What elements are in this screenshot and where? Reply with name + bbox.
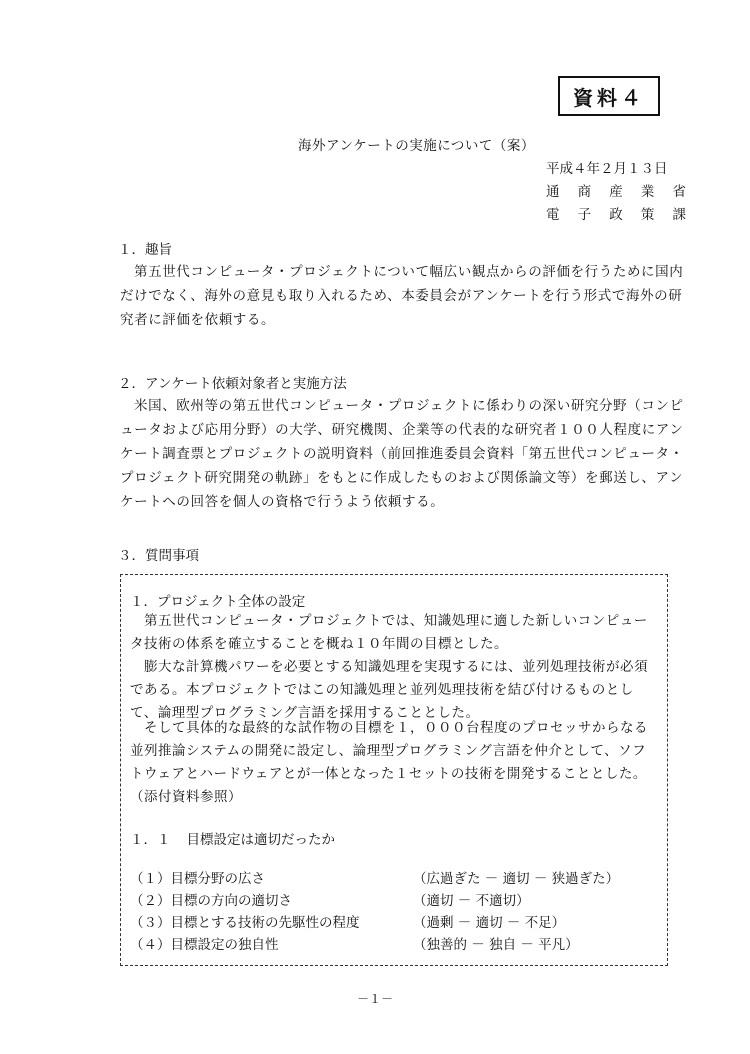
question-options: （適切 － 不適切） [413,893,530,909]
box-subheading: １．１ 目標設定は適切だったか [130,832,335,848]
question-label: （１）目標分野の広さ [130,871,265,887]
ministry-name: 通 商 産 業 省 [546,184,686,200]
issuer-block [546,158,696,227]
question-item [130,868,660,890]
box-paragraph: 膨大な計算機パワーを必要とする知識処理を実現するには、並列処理技術が必須である。本プロジェクトではこの知識処理と並列処理技術を結び付けるものとして、論理型プログラミング言語を採用することとした。 [130,659,648,721]
question-label: （２）目標の方向の適切さ [130,893,292,909]
question-item [130,934,660,956]
box-heading: １．プロジェクト全体の設定 [130,594,306,610]
issue-date: 平成４年２月１３日 [546,161,668,177]
box-paragraph: そして具体的な最終的な試作物の目標を１，０００台程度のプロセッサからなる並列推論システムの開発に設定し、論理型プログラミング言語を仲介として、ソフトウェアとハードウェアとが一体となった１セットの技術を開発することとした。（添付資料参照） [130,720,648,805]
section-body-purpose: 第五世代コンピュータ・プロジェクトについて幅広い観点からの評価を行うために国内だけでなく、海外の意見も取り入れるため、本委員会がアンケートを行う形式で海外の研究者に評価を依頼する。 [120,264,684,328]
question-label: （４）目標設定の独自性 [130,937,279,953]
section-heading-method: ２．アンケート依頼対象者と実施方法 [118,376,347,392]
box-paragraph: 第五世代コンピュータ・プロジェクトでは、知識処理に適した新しいコンピュータ技術の体系を確立することを概ね１０年間の目標とした。 [130,613,648,652]
question-options: （独善的 － 独自 － 平凡） [413,937,579,953]
page-number: －１－ [356,992,393,1006]
document-stamp: 資料４ [558,76,660,116]
question-options: （広過ぎた － 適切 － 狭過ぎた） [413,871,620,887]
section-heading-questions: ３．質問事項 [118,548,199,564]
document-title: 海外アンケートの実施について（案） [298,138,535,154]
section-body-method: 米国、欧州等の第五世代コンピュータ・プロジェクトに係わりの深い研究分野（コンピュータおよび応用分野）の大学、研究機関、企業等の代表的な研究者１００人程度にアンケート調査票とプロジェクトの説明資料（前回推進委員会資料「第五世代コンピュータ・プロジェクト研究開発の軌跡」をもとに作成したものおよび関係論文等）を郵送し、アンケートへの回答を個人の資格で行うよう依頼する。 [120,398,684,510]
question-options: （過剰 － 適切 － 不足） [413,915,566,931]
section-heading-purpose: １．趣旨 [118,242,172,258]
question-label: （３）目標とする技術の先駆性の程度 [130,915,360,931]
division-name: 電 子 政 策 課 [546,207,686,223]
question-item [130,890,660,912]
question-item [130,912,660,934]
